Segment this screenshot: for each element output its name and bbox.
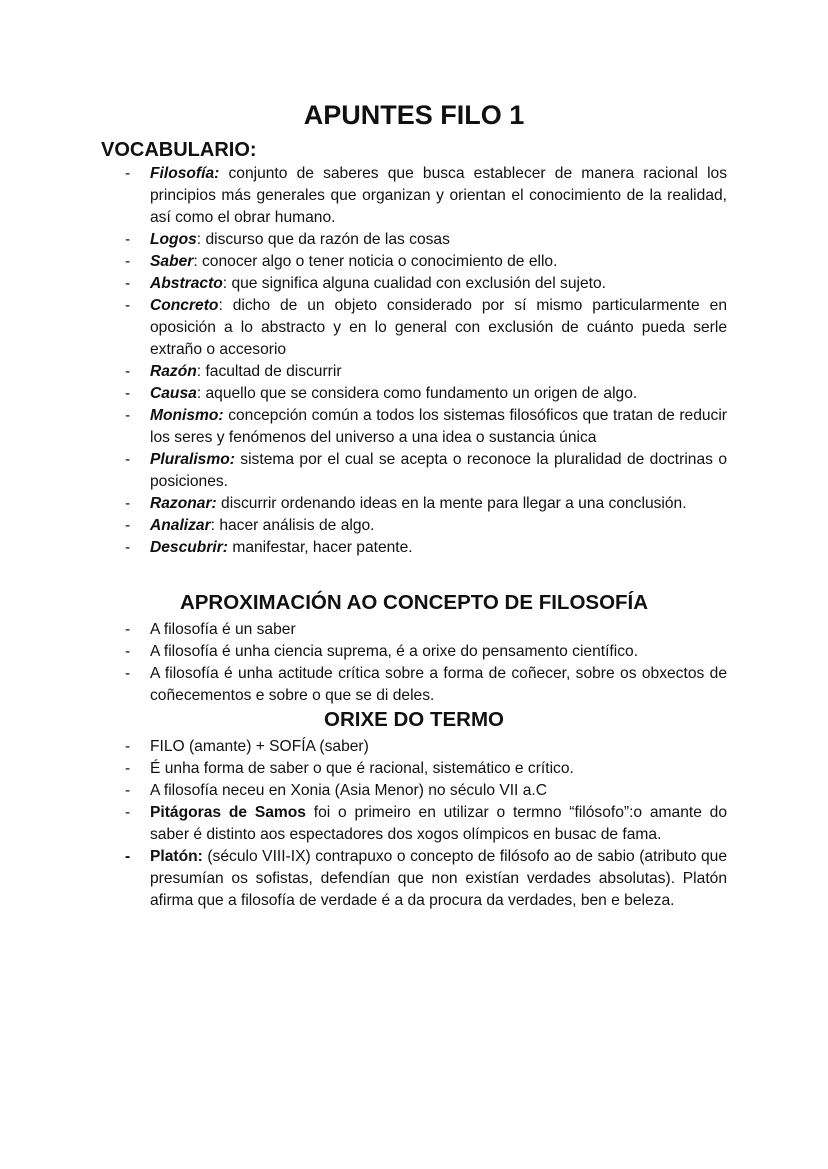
list-item: - A filosofía é unha actitude crítica sobre a forma de coñecer, sobre os obxectos de coñecementos e sobre o que se di deles. — [123, 663, 727, 707]
list-item — [123, 163, 727, 229]
list-item: - A filosofía é un saber — [123, 619, 727, 641]
list-item — [123, 493, 727, 515]
term: Razón — [150, 363, 197, 380]
definition: foi o primeiro en utilizar o termno “filósofo”:o amante do saber é distinto aos espectadores dos xogos olímpicos en busac de fama. — [150, 804, 728, 843]
definition: : facultad de discurrir — [196, 363, 342, 380]
list-item — [123, 736, 727, 758]
term: Saber — [150, 253, 194, 270]
list-item — [123, 846, 727, 912]
list-item — [123, 361, 727, 383]
list-item — [123, 449, 727, 493]
list-item — [123, 295, 727, 361]
definition: A filosofía neceu en Xonia (Asia Menor) no século VII a.C — [150, 782, 547, 799]
definition: : dicho de un objeto considerado por sí mismo particularmente en oposición a lo abstracto y en lo general con exclusión de cuánto pueda serle extraño o accesorio — [150, 297, 727, 358]
list-item: - A filosofía é unha ciencia suprema, é a orixe do pensamento científico. — [123, 641, 727, 663]
term: Monismo: — [150, 407, 224, 424]
term: Filosofía: — [150, 165, 220, 182]
definition: discurrir ordenando ideas en la mente para llegar a una conclusión. — [216, 495, 687, 512]
approximation-list — [123, 619, 727, 707]
definition: conjunto de saberes que busca establecer de manera racional los principios más generales que organizan y orientan el conocimiento de la realidad, así como el obrar humano. — [150, 165, 727, 226]
definition: : conocer algo o tener noticia o conocimiento de ello. — [193, 253, 558, 270]
definition: : aquello que se considera como fundamento un origen de algo. — [196, 385, 638, 402]
list-item — [123, 780, 727, 802]
definition: : hacer análisis de algo. — [210, 517, 375, 534]
definition: : discurso que da razón de las cosas — [196, 231, 450, 248]
definition: sistema por el cual se acepta o reconoce la pluralidad de doctrinas o posiciones. — [150, 451, 727, 490]
list-item — [123, 515, 727, 537]
term: Platón: — [150, 848, 203, 865]
term: Pitágoras de Samos — [150, 804, 306, 821]
document-title: APUNTES FILO 1 — [303, 100, 525, 130]
definition: manifestar, hacer patente. — [228, 539, 413, 556]
vocabulary-list — [123, 163, 727, 559]
term: Logos — [150, 231, 197, 248]
list-item — [123, 802, 727, 846]
approximation-heading: APROXIMACIÓN AO CONCEPTO DE FILOSOFÍA — [179, 591, 649, 614]
origin-heading: ORIXE DO TERMO — [324, 708, 504, 731]
term: Analizar — [150, 517, 211, 534]
term: Abstracto — [150, 275, 223, 292]
list-item — [123, 405, 727, 449]
vocabulary-heading: VOCABULARIO: — [101, 139, 257, 161]
definition: É unha forma de saber o que é racional, sistemático e crítico. — [150, 760, 574, 777]
list-item — [123, 537, 727, 559]
term: Concreto — [150, 297, 219, 314]
term: Descubrir: — [150, 539, 228, 556]
term: Pluralismo: — [150, 451, 235, 468]
definition: (século VIII-IX) contrapuxo o concepto de filósofo ao de sabio (atributo que presumían os sofistas, defendían que non existían verdades absolutas). Platón afirma que a filosofía de verdade é a da procura da verdades, ben e beleza. — [150, 848, 727, 909]
list-item — [123, 383, 727, 405]
list-item — [123, 229, 727, 251]
definition: : que significa alguna cualidad con exclusión del sujeto. — [222, 275, 606, 292]
definition: FILO (amante) + SOFÍA (saber) — [150, 738, 369, 755]
list-item — [123, 758, 727, 780]
list-item — [123, 251, 727, 273]
origin-list — [123, 736, 727, 912]
definition: concepción común a todos los sistemas filosóficos que tratan de reducir los seres y fenómenos del universo a una idea o sustancia única — [150, 407, 727, 446]
term: Razonar: — [150, 495, 217, 512]
term: Causa — [150, 385, 197, 402]
list-item — [123, 273, 727, 295]
